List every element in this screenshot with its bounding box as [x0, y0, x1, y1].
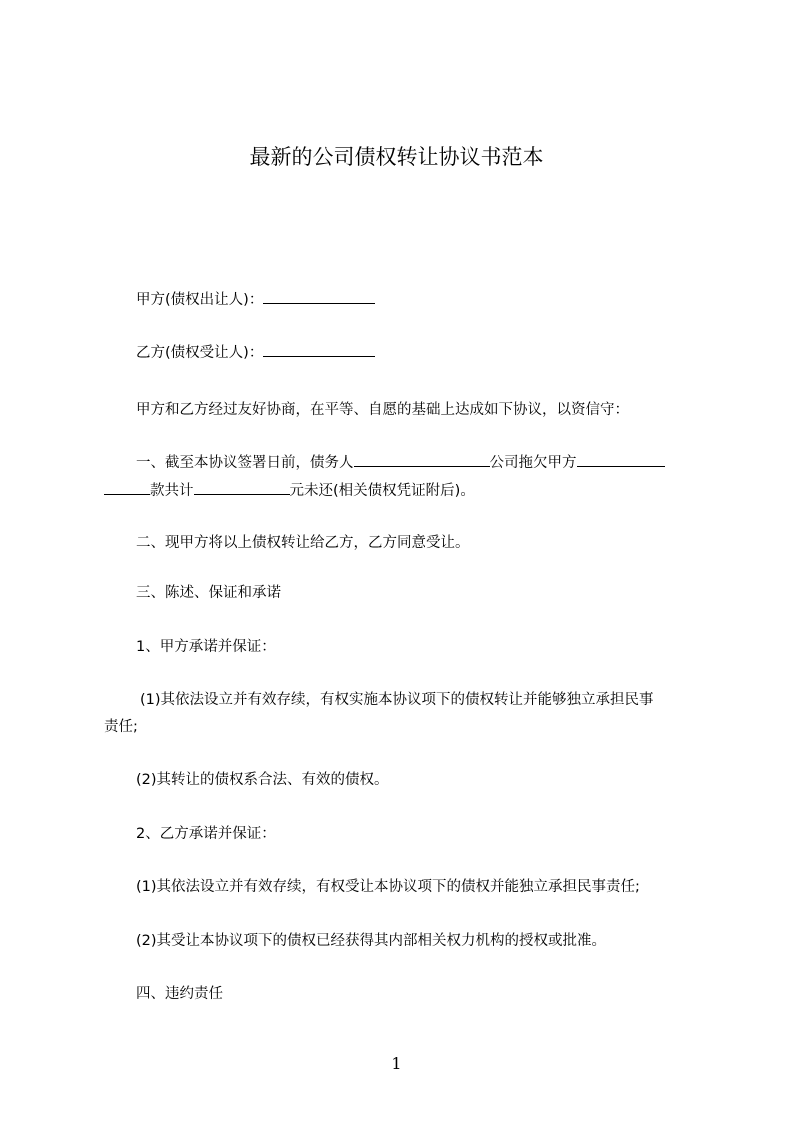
clause-1-line-2 [104, 478, 704, 504]
clause-3-2-heading: 2、乙方承诺并保证： [136, 826, 276, 842]
intro-paragraph: 甲方和乙方经过友好协商，在平等、自愿的基础上达成如下协议，以资信守： [136, 402, 629, 418]
clause-3-1-heading: 1、甲方承诺并保证： [136, 639, 276, 655]
page-number: 1 [391, 1054, 402, 1073]
creditor-blank-start[interactable] [577, 452, 665, 467]
party-a-label: 甲方(债权出让人)： [136, 292, 264, 308]
party-a-line [136, 287, 736, 313]
clause-3-2-item-1: (1)其依法设立并有效存续，有权受让本协议项下的债权并能独立承担民事责任; [136, 879, 640, 895]
clause-1-line-1 [136, 450, 736, 476]
clause-3-1-item-1-line-2: 责任; [104, 719, 138, 735]
clause-1-text-d: 元未还(相关债权凭证附后)。 [289, 483, 475, 499]
party-b-line [136, 340, 736, 366]
clause-2: 二、现甲方将以上债权转让给乙方，乙方同意受让。 [136, 535, 470, 551]
clause-1-text-c: 款共计 [150, 483, 194, 499]
party-a-blank[interactable] [263, 289, 375, 304]
clause-3-1-item-1-line-1: (1)其依法设立并有效存续，有权实施本协议项下的债权转让并能够独立承担民事 [140, 692, 654, 708]
clause-1-text-a: 一、截至本协议签署日前，债务人 [136, 455, 354, 471]
document-title: 最新的公司债权转让协议书范本 [249, 145, 544, 169]
clause-1-text-b: 公司拖欠甲方 [489, 455, 577, 471]
clause-3-1-item-2: (2)其转让的债权系合法、有效的债权。 [136, 772, 389, 788]
party-b-blank[interactable] [263, 342, 375, 357]
creditor-blank-end[interactable] [104, 480, 150, 495]
clause-4-heading: 四、违约责任 [136, 986, 223, 1002]
clause-3-heading: 三、陈述、保证和承诺 [136, 585, 281, 601]
amount-blank[interactable] [194, 480, 290, 495]
clause-3-2-item-2: (2)其受让本协议项下的债权已经获得其内部相关权力机构的授权或批准。 [136, 933, 607, 949]
debtor-name-blank[interactable] [354, 452, 490, 467]
party-b-label: 乙方(债权受让人)： [136, 345, 264, 361]
